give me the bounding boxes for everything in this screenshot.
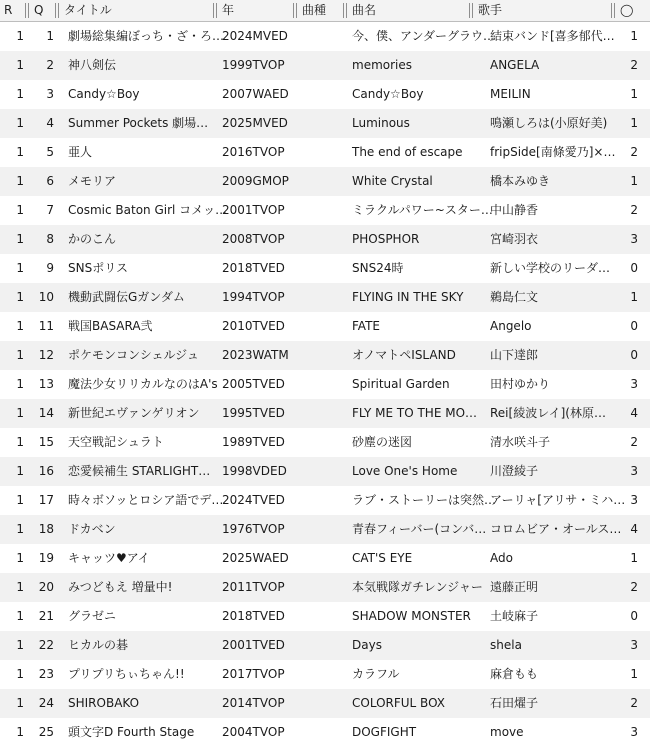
column-header-o[interactable]: ◯ [620,3,634,17]
table-row[interactable] [0,254,650,283]
cell-q: 20 [38,580,54,594]
cell-q: 22 [38,638,54,652]
cell-song: CAT'S EYE [352,551,413,565]
cell-q: 14 [38,406,54,420]
cell-r: 1 [16,116,24,130]
cell-o: 1 [630,87,638,101]
cell-title: 魔法少女リリカルなのはA's [68,377,218,391]
cell-year-type: 1999TVOP [222,58,285,72]
cell-artist: 麻倉もも [490,667,539,681]
cell-artist: 新しい学校のリーダ… [490,261,611,275]
table-row[interactable] [0,370,650,399]
cell-year-type: 2025MVED [222,116,288,130]
cell-artist: 鵜島仁文 [490,290,539,304]
cell-o: 2 [630,435,638,449]
cell-q: 6 [46,174,54,188]
cell-q: 11 [38,319,54,333]
cell-o: 0 [630,261,638,275]
cell-year-type: 2009GMOP [222,174,289,188]
cell-title: 新世紀エヴァンゲリオン [68,406,200,420]
cell-year-type: 2024TVED [222,493,285,507]
table-row[interactable] [0,109,650,138]
column-header-song[interactable]: 曲名 [348,0,474,21]
cell-genre [302,51,350,80]
cell-o: 0 [630,609,638,623]
cell-q: 19 [38,551,54,565]
cell-title: メモリア [68,174,117,188]
cell-genre [302,631,350,660]
cell-genre [302,254,350,283]
cell-r: 1 [16,493,24,507]
table-row[interactable] [0,80,650,109]
cell-o: 4 [630,522,638,536]
cell-title: ヒカルの碁 [68,638,129,652]
cell-song: memories [352,58,413,72]
cell-year-type: 1989TVED [222,435,285,449]
cell-artist: ANGELA [490,58,540,72]
cell-title: 恋愛候補生 STARLIGHT… [68,464,211,478]
cell-artist: 遠藤正明 [490,580,539,594]
cell-q: 25 [38,725,54,739]
cell-artist: fripSide[南條愛乃]×… [490,145,616,159]
cell-q: 1 [46,29,54,43]
cell-genre [302,283,350,312]
table-row[interactable] [0,718,650,747]
cell-song: Luminous [352,116,410,130]
cell-title: 神八剣伝 [68,58,117,72]
cell-artist: 結束バンド[喜多郁代… [490,29,615,43]
cell-title: SHIROBAKO [68,696,140,710]
cell-song: DOGFIGHT [352,725,417,739]
cell-year-type: 2023WATM [222,348,289,362]
cell-genre [302,109,350,138]
cell-q: 18 [38,522,54,536]
cell-year-type: 2016TVOP [222,145,285,159]
cell-song: 砂塵の迷図 [352,435,413,449]
cell-q: 4 [46,116,54,130]
cell-artist: 田村ゆかり [490,377,551,391]
table-row[interactable] [0,167,650,196]
cell-title: グラゼニ [68,609,117,623]
cell-r: 1 [16,638,24,652]
cell-o: 2 [630,580,638,594]
cell-r: 1 [16,609,24,623]
cell-title: Summer Pockets 劇場… [68,116,209,130]
cell-q: 21 [38,609,54,623]
cell-o: 4 [630,406,638,420]
cell-song: FATE [352,319,380,333]
cell-song: 今、僕、アンダーグラウ… [352,29,496,43]
table-row[interactable] [0,660,650,689]
cell-song: オノマトペISLAND [352,348,456,362]
cell-q: 17 [38,493,54,507]
cell-title: ポケモンコンシェルジュ [68,348,199,362]
table-header [0,0,650,22]
cell-o: 2 [630,203,638,217]
cell-title: 戦国BASARA弐 [68,319,153,333]
cell-artist: 山下達郎 [490,348,539,362]
cell-r: 1 [16,580,24,594]
cell-title: 機動武闘伝Gガンダム [68,290,185,304]
cell-year-type: 2018TVED [222,261,285,275]
table-row[interactable] [0,22,650,51]
cell-r: 1 [16,87,24,101]
cell-r: 1 [16,464,24,478]
table-row[interactable] [0,138,650,167]
cell-artist: 中山静香 [490,203,539,217]
cell-song: FLY ME TO THE MO… [352,406,478,420]
column-header-genre[interactable]: 曲種 [298,0,348,21]
cell-o: 0 [630,319,638,333]
cell-artist: 川澄綾子 [490,464,539,478]
cell-year-type: 2025WAED [222,551,289,565]
cell-q: 12 [38,348,54,362]
cell-song: ラブ・ストーリーは突然… [352,493,497,507]
column-header-q[interactable]: Q [30,0,60,21]
cell-o: 0 [630,348,638,362]
cell-genre [302,428,350,457]
cell-song: Candy☆Boy [352,87,424,101]
cell-song: Spiritual Garden [352,377,450,391]
cell-r: 1 [16,406,24,420]
cell-title: かのこん [68,232,117,246]
cell-year-type: 2018TVED [222,609,285,623]
cell-q: 5 [46,145,54,159]
cell-r: 1 [16,290,24,304]
cell-year-type: 2001TVOP [222,203,285,217]
cell-title: 時々ボソッとロシア語でデ… [68,493,224,507]
cell-year-type: 2005TVED [222,377,285,391]
table-row[interactable] [0,225,650,254]
cell-r: 1 [16,232,24,246]
cell-q: 9 [46,261,54,275]
cell-title: SNSポリス [68,261,128,275]
cell-artist: コロムビア・オールス… [490,522,622,536]
cell-o: 2 [630,58,638,72]
table-row[interactable] [0,486,650,515]
table-row[interactable] [0,283,650,312]
cell-song: The end of escape [352,145,463,159]
cell-genre [302,660,350,689]
cell-artist: Angelo [490,319,532,333]
cell-artist: MEILIN [490,87,531,101]
cell-q: 23 [38,667,54,681]
cell-o: 1 [630,551,638,565]
cell-year-type: 2008TVOP [222,232,285,246]
cell-genre [302,22,350,51]
cell-title: みつどもえ 増量中! [68,580,173,594]
cell-song: Days [352,638,382,652]
cell-song: SNS24時 [352,261,404,275]
cell-genre [302,718,350,747]
cell-genre [302,225,350,254]
cell-year-type: 2010TVED [222,319,285,333]
cell-o: 2 [630,696,638,710]
cell-genre [302,138,350,167]
cell-song: FLYING IN THE SKY [352,290,464,304]
cell-r: 1 [16,667,24,681]
cell-o: 3 [630,638,638,652]
cell-genre [302,486,350,515]
cell-genre [302,399,350,428]
table-row[interactable] [0,689,650,718]
cell-title: ドカベン [68,522,116,536]
cell-year-type: 2011TVOP [222,580,285,594]
cell-artist: 鳴瀬しろは(小原好美) [490,116,608,130]
cell-artist: Rei[綾波レイ](林原… [490,406,606,420]
cell-r: 1 [16,58,24,72]
table-row[interactable] [0,544,650,573]
cell-artist: 橋本みゆき [490,174,551,188]
cell-genre [302,80,350,109]
column-header-year[interactable]: 年 [218,0,298,21]
cell-r: 1 [16,377,24,391]
cell-year-type: 2024MVED [222,29,288,43]
cell-artist: 石田燿子 [490,696,539,710]
cell-song: SHADOW MONSTER [352,609,471,623]
cell-r: 1 [16,725,24,739]
cell-r: 1 [16,29,24,43]
cell-year-type: 1994TVOP [222,290,285,304]
cell-title: プリプリちぃちゃん!! [68,667,185,681]
cell-genre [302,602,350,631]
cell-o: 3 [630,377,638,391]
table-row[interactable] [0,196,650,225]
cell-title: 頭文字D Fourth Stage [68,725,195,739]
cell-song: カラフル [352,667,400,681]
cell-o: 1 [630,174,638,188]
column-header-artist[interactable]: 歌手 [474,0,616,21]
cell-year-type: 2001TVED [222,638,285,652]
cell-genre [302,457,350,486]
cell-song: White Crystal [352,174,433,188]
column-header-r[interactable]: R [0,0,30,21]
cell-artist: 土岐麻子 [490,609,539,623]
cell-o: 1 [630,29,638,43]
cell-artist: Ado [490,551,513,565]
cell-artist: 清水咲斗子 [490,435,551,449]
cell-o: 1 [630,116,638,130]
cell-r: 1 [16,319,24,333]
cell-o: 2 [630,145,638,159]
cell-genre [302,341,350,370]
cell-q: 24 [38,696,54,710]
table-row[interactable] [0,602,650,631]
table-row[interactable] [0,312,650,341]
cell-genre [302,312,350,341]
cell-song: Love One's Home [352,464,458,478]
cell-o: 3 [630,725,638,739]
cell-title: 劇場総集編ぼっち・ざ・ろ… [68,29,225,43]
cell-genre [302,196,350,225]
table-row[interactable] [0,428,650,457]
cell-q: 13 [38,377,54,391]
table-body [0,22,650,747]
cell-genre [302,370,350,399]
cell-year-type: 1976TVOP [222,522,285,536]
cell-r: 1 [16,145,24,159]
cell-song: ミラクルパワー~スター… [352,203,493,217]
cell-q: 7 [46,203,54,217]
cell-year-type: 1998VDED [222,464,287,478]
cell-song: 本気戦隊ガチレンジャー [352,580,483,594]
cell-title: キャッツ♥アイ [68,551,150,565]
cell-song: COLORFUL BOX [352,696,445,710]
cell-r: 1 [16,435,24,449]
cell-o: 1 [630,667,638,681]
cell-year-type: 2004TVOP [222,725,285,739]
table-row[interactable] [0,399,650,428]
column-header-title[interactable]: タイトル [60,0,218,21]
cell-r: 1 [16,203,24,217]
cell-o: 3 [630,232,638,246]
cell-r: 1 [16,174,24,188]
cell-year-type: 2014TVOP [222,696,285,710]
cell-song: PHOSPHOR [352,232,420,246]
cell-artist: アーリャ[アリサ・ミハ… [490,493,626,507]
cell-o: 3 [630,493,638,507]
cell-title: 亜人 [68,145,93,159]
cell-song: 青春フィーバー(コンバ… [352,522,487,536]
table-row[interactable] [0,631,650,660]
cell-genre [302,515,350,544]
cell-r: 1 [16,696,24,710]
cell-q: 15 [38,435,54,449]
cell-title: Cosmic Baton Girl コメッ… [68,203,228,217]
cell-artist: 宮崎羽衣 [490,232,539,246]
cell-r: 1 [16,348,24,362]
cell-genre [302,689,350,718]
cell-artist: move [490,725,524,739]
cell-artist: shela [490,638,522,652]
cell-q: 3 [46,87,54,101]
table-row[interactable] [0,515,650,544]
cell-q: 10 [38,290,54,304]
cell-title: Candy☆Boy [68,87,140,101]
cell-year-type: 2017TVOP [222,667,285,681]
cell-genre [302,573,350,602]
cell-o: 1 [630,290,638,304]
cell-year-type: 1995TVED [222,406,285,420]
table-row[interactable] [0,573,650,602]
cell-q: 8 [46,232,54,246]
cell-year-type: 2007WAED [222,87,289,101]
table-row[interactable] [0,457,650,486]
table-row[interactable] [0,341,650,370]
cell-r: 1 [16,522,24,536]
cell-o: 3 [630,464,638,478]
cell-title: 天空戦記シュラト [68,435,164,449]
cell-q: 16 [38,464,54,478]
cell-genre [302,167,350,196]
cell-genre [302,544,350,573]
cell-r: 1 [16,261,24,275]
cell-r: 1 [16,551,24,565]
table-row[interactable] [0,51,650,80]
cell-q: 2 [46,58,54,72]
